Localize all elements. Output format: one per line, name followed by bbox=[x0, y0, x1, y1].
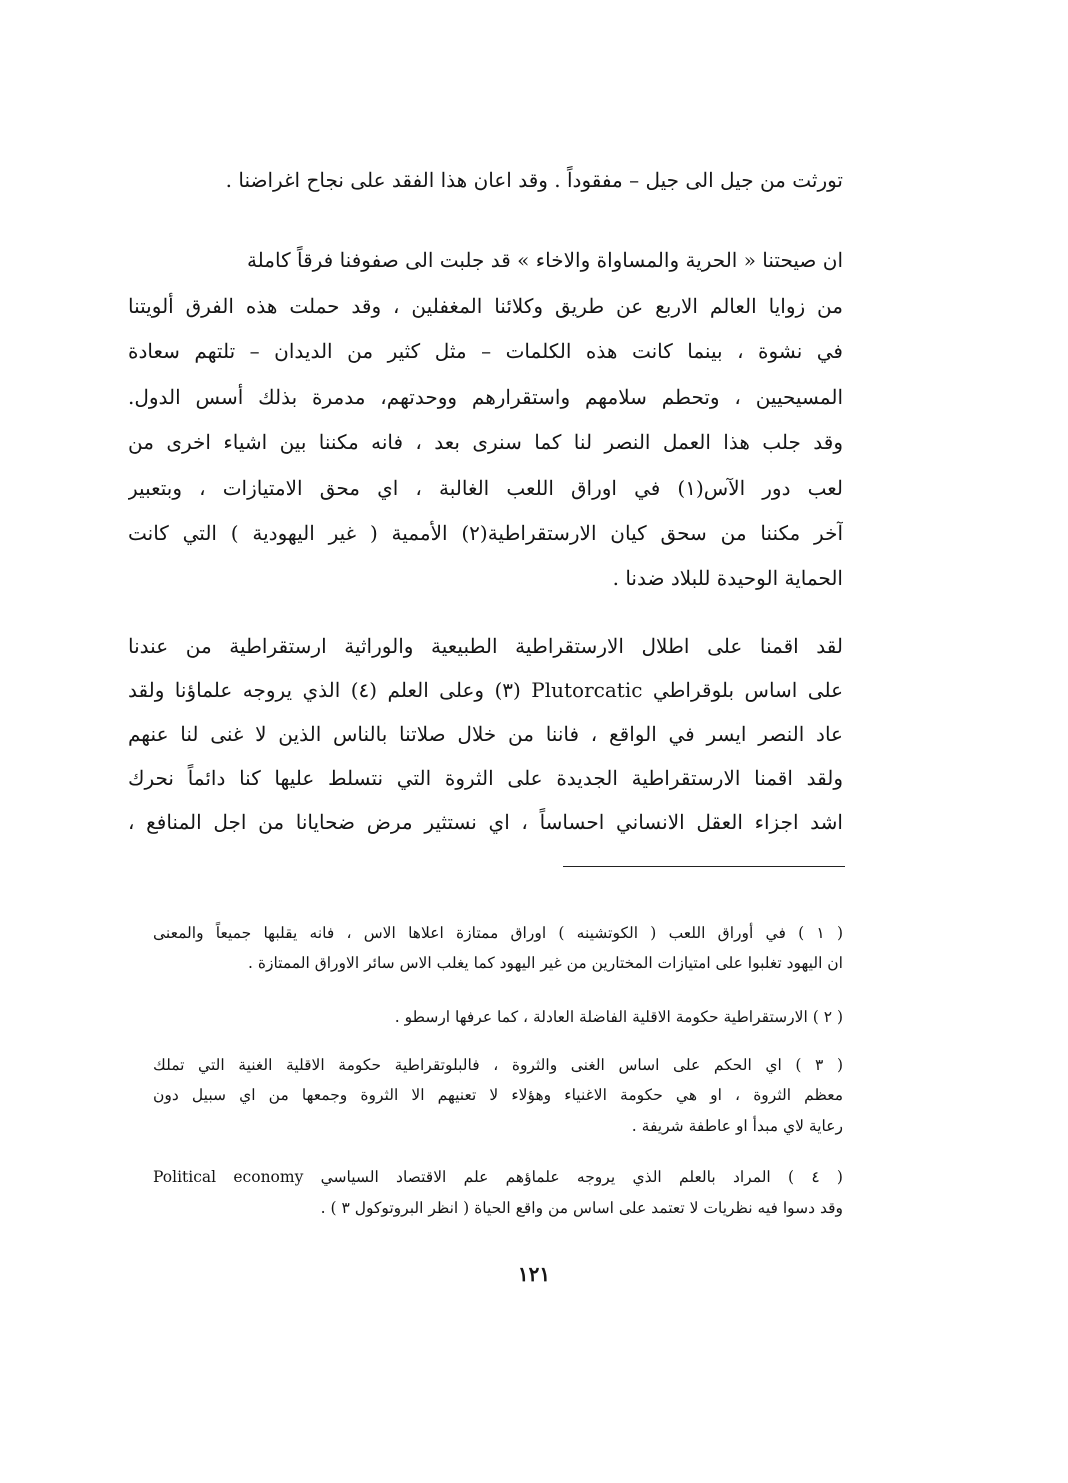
paragraph-2-line-6: لعب دور الآس(١) في اوراق اللعب الغالبة ، اي محق الامتيازات ، وبتعبير bbox=[128, 476, 843, 500]
paragraph-2-line-3: في نشوة ، بينما كانت هذه الكلمات – مثل كثير من الديدان – تلتهم سعادة bbox=[128, 339, 843, 363]
footnote-4-line-2: وقد دسوا فيه نظريات لا تعتمد على اساس من واقع الحياة ( انظر البروتوكول ٣ ) . bbox=[320, 1199, 843, 1217]
paragraph-2-line-7: آخر مكننا من سحق كيان الارستقراطية(٢) الأممية ( غير اليهودية ) التي كانت bbox=[128, 521, 843, 545]
paragraph-2-line-2: من زوايا العالم الاربع عن طريق وكلائنا المغفلين ، وقد حملت هذه الفرق ألويتنا bbox=[128, 294, 843, 318]
footnote-1-line-1: ( ١ ) في أوراق اللعب ( الكوتشينه ) اوراق ممتازة اعلاها الاس ، فانه يقلبها جميعاً والمعنى bbox=[153, 924, 843, 942]
footnote-1-line-2: ان اليهود تغلبوا على امتيازات المختارين من غير اليهود كما يغلب الاس سائر الاوراق الممتازة . bbox=[247, 954, 843, 972]
paragraph-3-line-4: ولقد اقمنا الارستقراطية الجديدة على الثروة التي نتسلط عليها كنا دائماً نحرك bbox=[128, 766, 843, 790]
footnote-2-line-1: ( ٢ ) الارستقراطية حكومة الاقلية الفاضلة العادلة ، كما عرفها ارسطو . bbox=[394, 1008, 843, 1026]
footnote-divider bbox=[563, 866, 845, 867]
footnote-3-line-3: رعاية لاي مبدأ او عاطفة شريفة . bbox=[631, 1117, 843, 1135]
paragraph-3-line-2: على اساس بلوقراطي Plutorcatic (٣) وعلى العلم (٤) الذي يروجه علماؤنا ولقد bbox=[128, 678, 843, 702]
paragraph-3-line-1: لقد اقمنا على اطلال الارستقراطية الطبيعية والوراثية ارستقراطية من عندنا bbox=[128, 634, 843, 658]
footnote-3-line-2: معظم الثروة ، او هي حكومة الاغنياء وهؤلاء لا تعنيهم الا الثروة وجمعها من اي سبيل دون bbox=[153, 1086, 843, 1104]
paragraph-2-line-8: الحماية الوحيدة للبلاد ضدنا . bbox=[612, 566, 843, 590]
paragraph-3-line-3: عاد النصر ايسر في الواقع ، فاننا من خلال صلاتنا بالناس الذين لا غنى لنا عنهم bbox=[128, 722, 843, 746]
paragraph-2-line-4: المسيحيين ، وتحطم سلامهم واستقرارهم ووحدتهم، مدمرة بذلك أسس الدول. bbox=[128, 385, 843, 409]
page-number: ١٢١ bbox=[517, 1262, 551, 1286]
paragraph-2-line-5: وقد جلب هذا العمل النصر لنا كما سنرى بعد ، فانه مكننا بين اشياء اخرى من bbox=[128, 430, 843, 454]
footnote-3-line-1: ( ٣ ) اي الحكم على اساس الغنى والثروة ، فالبلوتقراطية حكومة الاقلية الغنية التي تملك bbox=[153, 1056, 843, 1074]
paragraph-1-line-1: تورثت من جيل الى جيل – مفقوداً . وقد اعان هذا الفقد على نجاح اغراضنا . bbox=[225, 168, 843, 192]
footnote-4-line-1: ( ٤ ) المراد بالعلم الذي يروجه علماؤهم علم الاقتصاد السياسي Political economy bbox=[153, 1168, 843, 1186]
paragraph-3-line-5: اشد اجزاء العقل الانساني احساساً ، اي نستثير مرض ضحايانا من اجل المنافع ، bbox=[128, 810, 843, 834]
paragraph-2-line-1: ان صيحتنا « الحرية والمساواة والاخاء » قد جلبت الى صفوفنا فرقاً كاملة bbox=[246, 248, 843, 272]
